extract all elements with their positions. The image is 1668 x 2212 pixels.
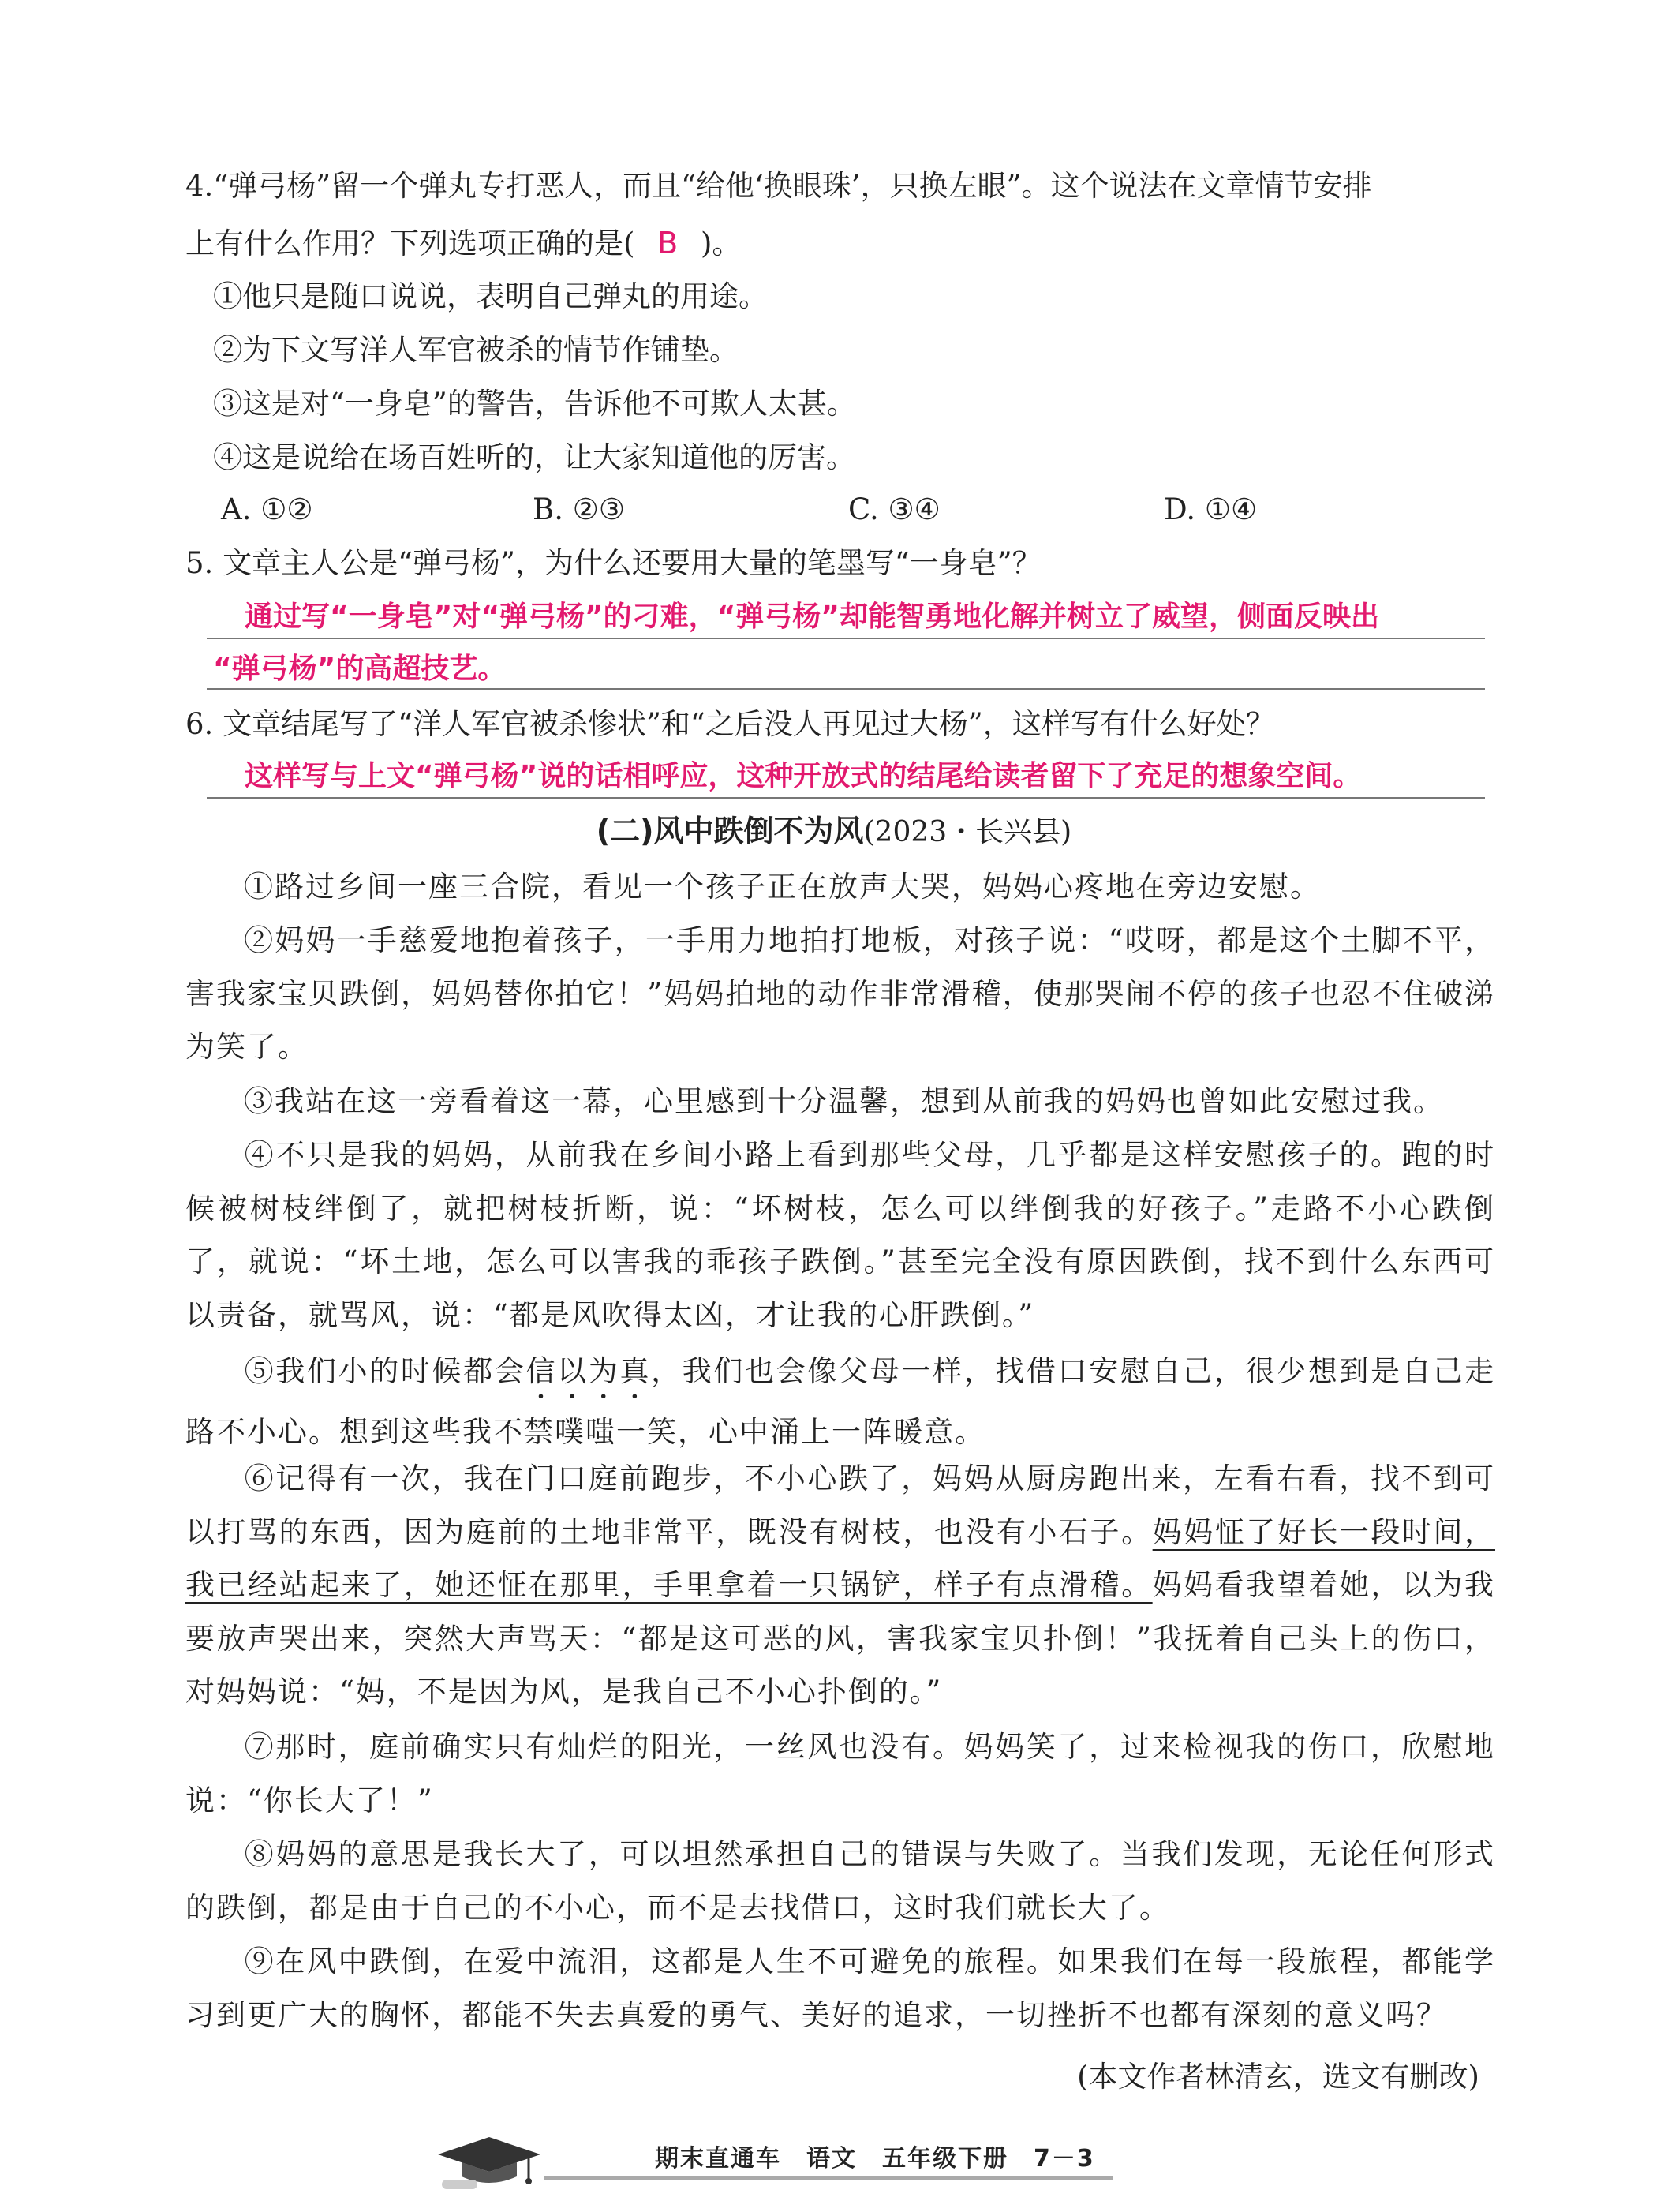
- paragraph-6: ⑥记得有一次，我在门口庭前跑步，不小心跌了，妈妈从厨房跑出来，左看右看，找不到可以打骂的东西，因为庭前的土地非常平，既没有树枝，也没有小石子。妈妈怔了好长一段时间，我已经站起来了，她还怔在那里，手里拿着一只锅铲，样子有点滑稽。妈妈看我望着她，以为我要放声哭出来，突然大声骂天：“都是这可恶的风，害我家宝贝扑倒！”我抚着自己头上的伤口，对妈妈说：“妈，不是因为风，是我自己不小心扑倒的。”: [185, 1462, 1496, 1709]
- q4-line2-before: 上有什么作用？下列选项正确的是(: [185, 226, 635, 260]
- q4-choice-b: B. ②③: [533, 492, 626, 526]
- paragraph-3: ③我站在这一旁看着这一幕，心里感到十分温馨，想到从前我的妈妈也曾如此安慰过我。: [244, 1084, 1444, 1118]
- passage-title-text: (二)风中跌倒不为风: [596, 814, 864, 848]
- q4-option-1: ①他只是随口说说，表明自己弹丸的用途。: [213, 279, 768, 313]
- emphasized-phrase: 信以为真: [525, 1354, 652, 1388]
- paragraph-4: ④不只是我的妈妈，从前我在乡间小路上看到那些父母，几乎都是这样安慰孩子的。跑的时候被树枝绊倒了，就把树枝折断，说：“坏树枝，怎么可以绊倒我的好孩子。”走路不小心跌倒了，就说：“坏土地，怎么可以害我的乖孩子跌倒。”甚至完全没有原因跌倒，找不到什么东西可以责备，就骂风，说：“都是风吹得太凶，才让我的心肝跌倒。”: [185, 1138, 1495, 1332]
- q4-line1: 4.“弹弓杨”留一个弹丸专打恶人，而且“给他‘换眼珠’，只换左眼”。这个说法在文章情节安排: [185, 169, 1372, 203]
- q4-option-2: ②为下文写洋人军官被杀的情节作铺垫。: [213, 333, 739, 367]
- q6-question: 6. 文章结尾写了“洋人军官被杀惨状”和“之后没人再见过大杨”，这样写有什么好处？: [185, 707, 1275, 741]
- paragraph-5: ⑤我们小的时候都会信以为真，我们也会像父母一样，找借口安慰自己，很少想到是自己走路不小心。想到这些我不禁噗嗤一笑，心中涌上一阵暖意。: [185, 1354, 1496, 1449]
- paragraph-9: ⑨在风中跌倒，在爱中流泪，这都是人生不可避免的旅程。如果我们在每一段旅程，都能学习到更广大的胸怀，都能不失去真爱的勇气、美好的追求，一切挫折不也都有深刻的意义吗？: [185, 1944, 1495, 2032]
- passage-source: (2023・长兴县): [863, 816, 1072, 848]
- underlined-sentence: 妈妈怔了好长一段时间，我已经站起来了，她还怔在那里，手里拿着一只锅铲，样子有点滑稽。: [185, 1514, 1496, 1602]
- page-footer: [0, 2131, 1668, 2194]
- q5-answer-rule-2: [207, 688, 1485, 690]
- q4-answer: B: [657, 226, 679, 260]
- q4-choice-d: D. ①④: [1164, 492, 1258, 526]
- footer-divider: [544, 2176, 1113, 2180]
- paragraph-1: ①路过乡间一座三合院，看见一个孩子正在放声大哭，妈妈心疼地在旁边安慰。: [244, 870, 1321, 904]
- paragraph-2: ②妈妈一手慈爱地抱着孩子，一手用力地拍打地板，对孩子说：“哎呀，都是这个土脚不平，害我家宝贝跌倒，妈妈替你拍它！”妈妈拍地的动作非常滑稽，使那哭闹不停的孩子也忍不住破涕为笑了。: [185, 923, 1495, 1064]
- q5-question: 5. 文章主人公是“弹弓杨”，为什么还要用大量的笔墨写“一身皂”？: [185, 546, 1042, 580]
- q4-option-3: ③这是对“一身皂”的警告，告诉他不可欺人太甚。: [213, 387, 856, 421]
- q6-answer: 这样写与上文“弹弓杨”说的话相呼应，这种开放式的结尾给读者留下了充足的想象空间。: [245, 760, 1362, 792]
- passage-credit: (本文作者林清玄，选文有删改): [1077, 2060, 1479, 2094]
- q5-answer-rule-1: [207, 638, 1485, 639]
- paragraph-8: ⑧妈妈的意思是我长大了，可以坦然承担自己的错误与失败了。当我们发现，无论任何形式的跌倒，都是由于自己的不小心，而不是去找借口，这时我们就长大了。: [185, 1837, 1495, 1925]
- q5-answer-line1: 通过写“一身皂”对“弹弓杨”的刁难，“弹弓杨”却能智勇地化解并树立了威望，侧面反映出: [245, 601, 1379, 633]
- q6-answer-rule: [207, 797, 1485, 799]
- passage-title: [0, 809, 1668, 855]
- q5-answer-line2: “弹弓杨”的高超技艺。: [213, 653, 507, 685]
- q4-option-4: ④这是说给在场百姓听的，让大家知道他的厉害。: [213, 440, 855, 474]
- q4-line2-after: )。: [700, 226, 742, 260]
- q4-choice-c: C. ③④: [848, 492, 941, 526]
- graduation-cap-icon: [434, 2131, 544, 2194]
- footer-text: 期末直通车 语文 五年级下册 7－3: [655, 2145, 1095, 2173]
- q4-choice-a: A. ①②: [221, 492, 313, 526]
- paragraph-7: ⑦那时，庭前确实只有灿烂的阳光，一丝风也没有。妈妈笑了，过来检视我的伤口，欣慰地说：“你长大了！”: [185, 1730, 1495, 1817]
- q4-line2: [185, 223, 1495, 264]
